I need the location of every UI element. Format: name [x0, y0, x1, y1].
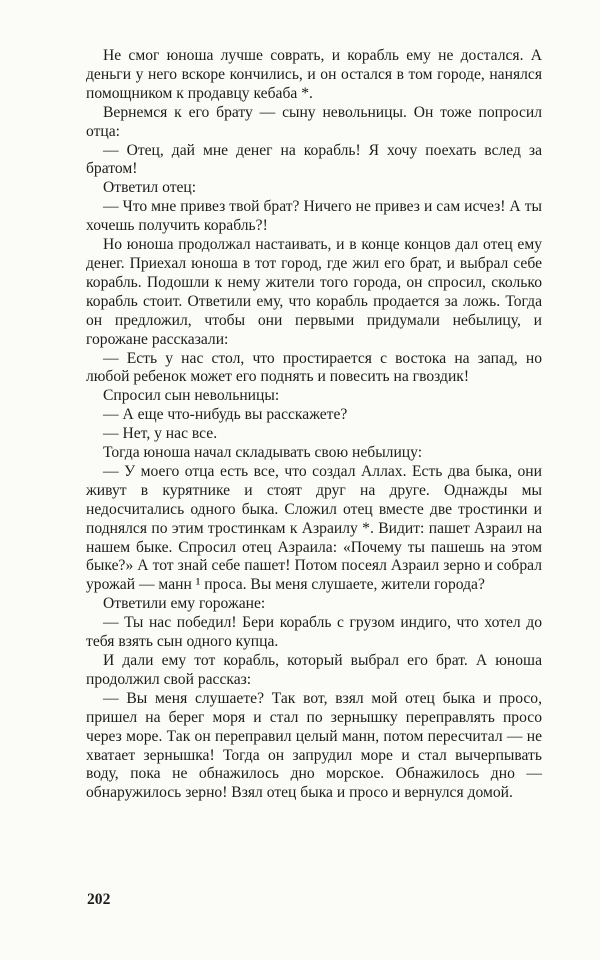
paragraph: — Нет, у нас все.	[103, 425, 218, 443]
page-number: 202	[87, 891, 111, 908]
paragraph: И дали ему тот корабль, который выбрал его брат. А юноша продолжил свой рассказ:	[86, 652, 542, 688]
paragraph: — Вы меня слушаете? Так вот, взял мой отец быка и просо, пришел на берег моря и стал по зернышку переправлять просо через море. Так он переправил целый манн, потом пересчитал — не хватает зернышка! Тогда он запрудил море и стал вычерпывать воду, пока не обнажилось дно морское. Обнажилось дно — обнаружилось зерно! Взял отец быка и просо и вернулся домой.	[86, 689, 542, 802]
paragraph: Ответили ему горожане:	[103, 595, 266, 613]
paragraph: Ответил отец:	[103, 179, 197, 197]
paragraph: — Что мне привез твой брат? Ничего не привез и сам исчез! А ты хочешь получить корабль?!	[86, 198, 542, 235]
paragraph: — Ты нас победил! Бери корабль с грузом индиго, что хотел до тебя взять сын одного купца.	[86, 614, 542, 651]
paragraph: Спросил сын невольницы:	[103, 387, 280, 405]
paragraph: — У моего отца есть все, что создал Аллах. Есть два быка, они живут в курятнике и стоят друг на друге. Однажды мы недосчитались одного быка. Сложил отец вместе две тростинки и поднялся по этим тростинкам к Азраилу *. Видит: пашет Азраил на нашем быке. Спросил отец Азраила: «Почему ты пашешь на этом быке?» А тот знай себе пашет! Потом посеял Азраил зерно и собрал урожай — манн ¹ проса. Вы меня слушаете, жители города?	[86, 462, 542, 594]
paragraph: — Есть у нас стол, что простирается с востока на запад, но любой ребенок может его поднять и повесить на гвоздик!	[86, 349, 542, 386]
paragraph: Вернемся к его брату — сыну невольницы. Он тоже попросил отца:	[86, 103, 542, 140]
paragraph: Но юноша продолжал настаивать, и в конце концов дал отец ему денег. Приехал юноша в тот город, где жил его брат, и выбрал себе корабль. Подошли к нему жители того города, он спросил, сколько корабль стоит. Ответили ему, что корабль продается за ложь. Тогда он предложил, чтобы они первыми придумали небылицу, и горожане рассказали:	[86, 236, 542, 348]
paragraph: Не смог юноша лучше соврать, и корабль ему не достался. А деньги у него вскоре кончились, и он остался в том городе, нанялся помощником к продавцу кебаба *.	[86, 47, 542, 102]
paragraph: — А еще что-нибудь вы расскажете?	[103, 406, 348, 424]
text-column	[86, 47, 542, 803]
paragraph: Тогда юноша начал складывать свою небылицу:	[103, 444, 423, 462]
paragraph: — Отец, дай мне денег на корабль! Я хочу поехать вслед за братом!	[86, 141, 542, 178]
